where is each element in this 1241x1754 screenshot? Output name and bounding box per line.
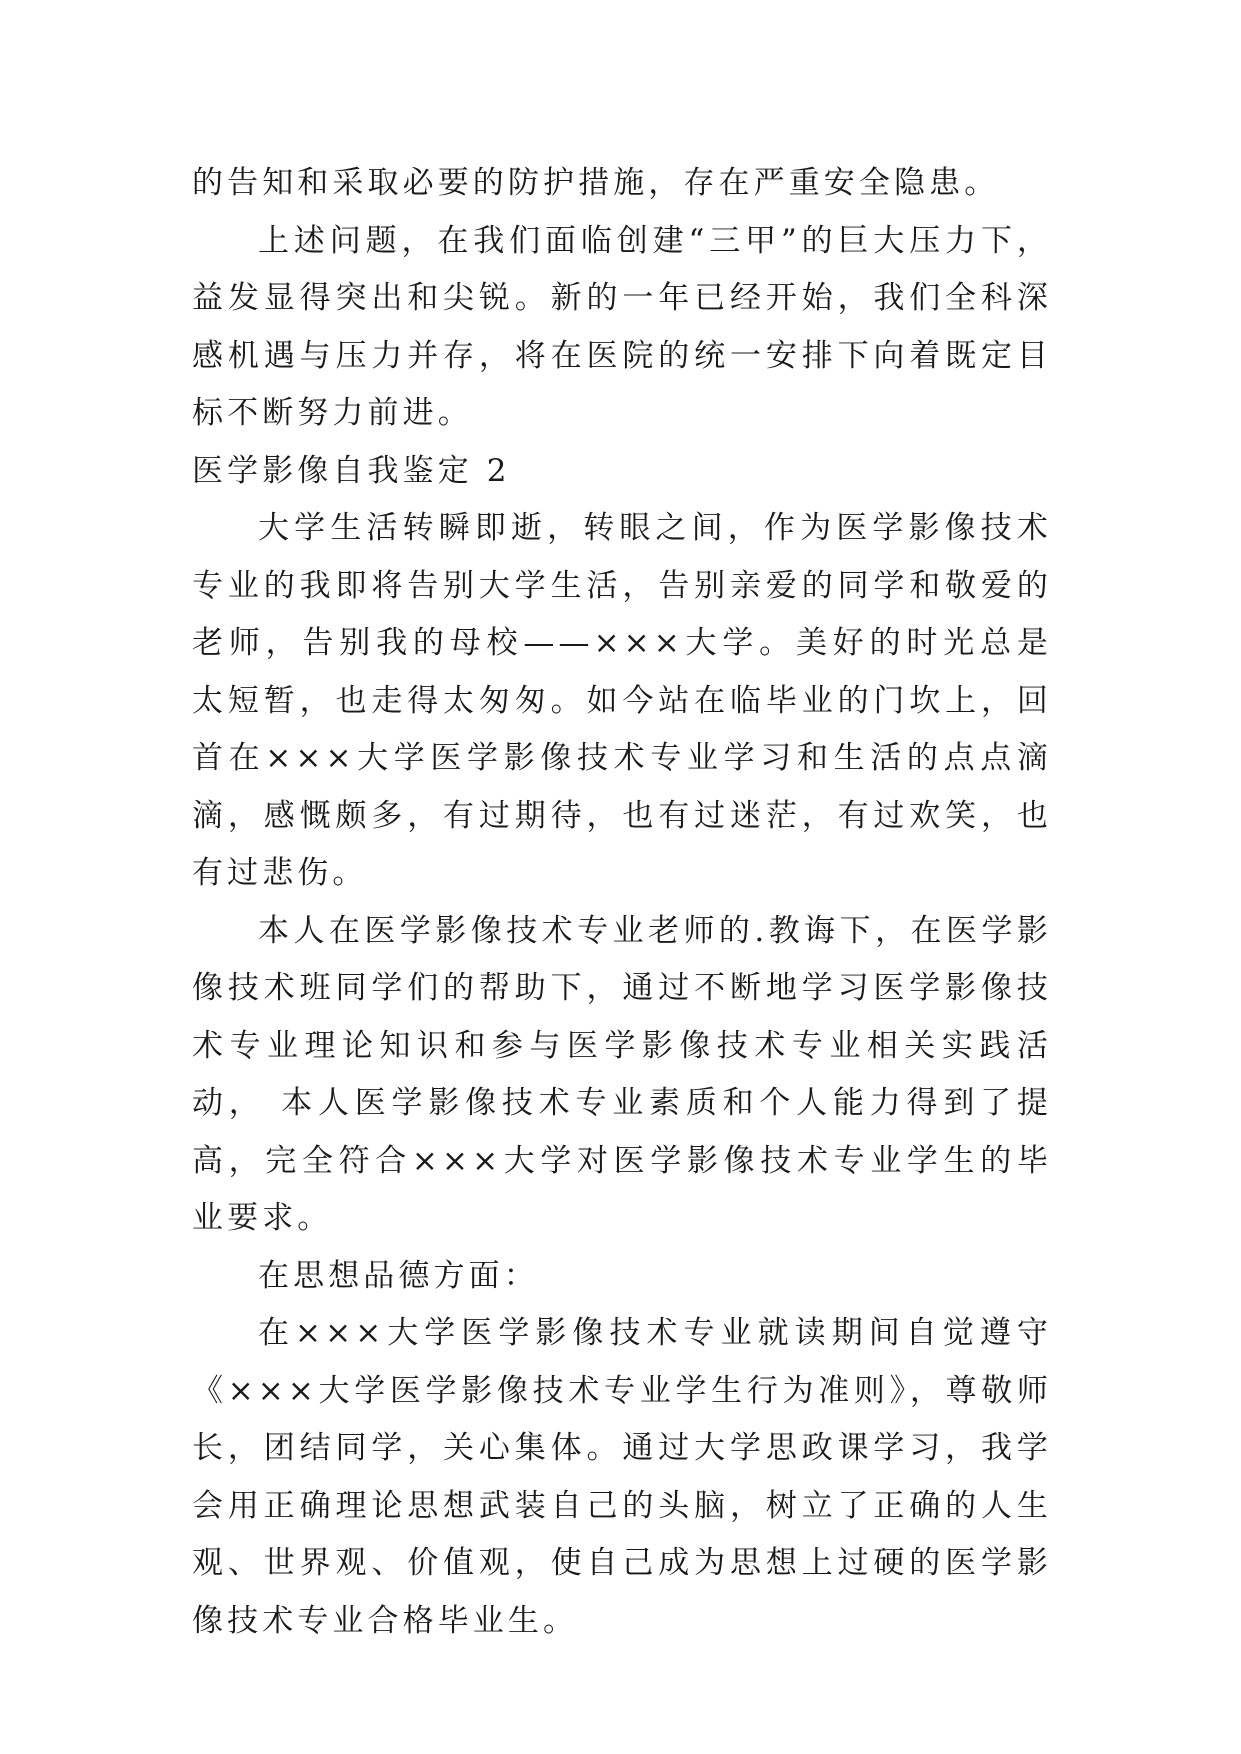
paragraph-intro: 大学生活转瞬即逝，转眼之间，作为医学影像技术专业的我即将告别大学生活，告别亲爱的同学和敬爱的老师，告别我的母校——×××大学。美好的时光总是太短暂，也走得太匆匆。如今站在临毕业的门坎上，回首在×××大学医学影像技术专业学习和生活的点点滴滴，感慨颇多，有过期待，也有过迷茫，有过欢笑，也有过悲伤。 — [192, 510, 1052, 891]
document-page — [192, 155, 1052, 1650]
section-heading: 医学影像自我鉴定 2 — [192, 452, 511, 489]
paragraph-continuation: 的告知和采取必要的防护措施，存在严重安全隐患。 — [192, 165, 1000, 201]
paragraph-study: 本人在医学影像技术专业老师的.教诲下，在医学影像技术班同学们的帮助下，通过不断地学习医学影像技术专业理论知识和参与医学影像技术专业相关实践活动， 本人医学影像技术专业素质和个人能力得到了提高，完全符合×××大学对医学影像技术专业学生的毕业要求。 — [192, 912, 1052, 1236]
paragraph-moral-heading: 在思想品德方面： — [258, 1257, 539, 1294]
paragraph-moral: 在×××大学医学影像技术专业就读期间自觉遵守《×××大学医学影像技术专业学生行为准则》，尊敬师长，团结同学，关心集体。通过大学思政课学习，我学会用正确理论思想武装自己的头脑，树立了正确的人生观、世界观、价值观，使自己成为思想上过硬的医学影像技术专业合格毕业生。 — [192, 1315, 1052, 1639]
paragraph-summary: 上述问题，在我们面临创建“三甲”的巨大压力下，益发显得突出和尖锐。新的一年已经开始，我们全科深感机遇与压力并存，将在医院的统一安排下向着既定目标不断努力前进。 — [192, 222, 1052, 431]
